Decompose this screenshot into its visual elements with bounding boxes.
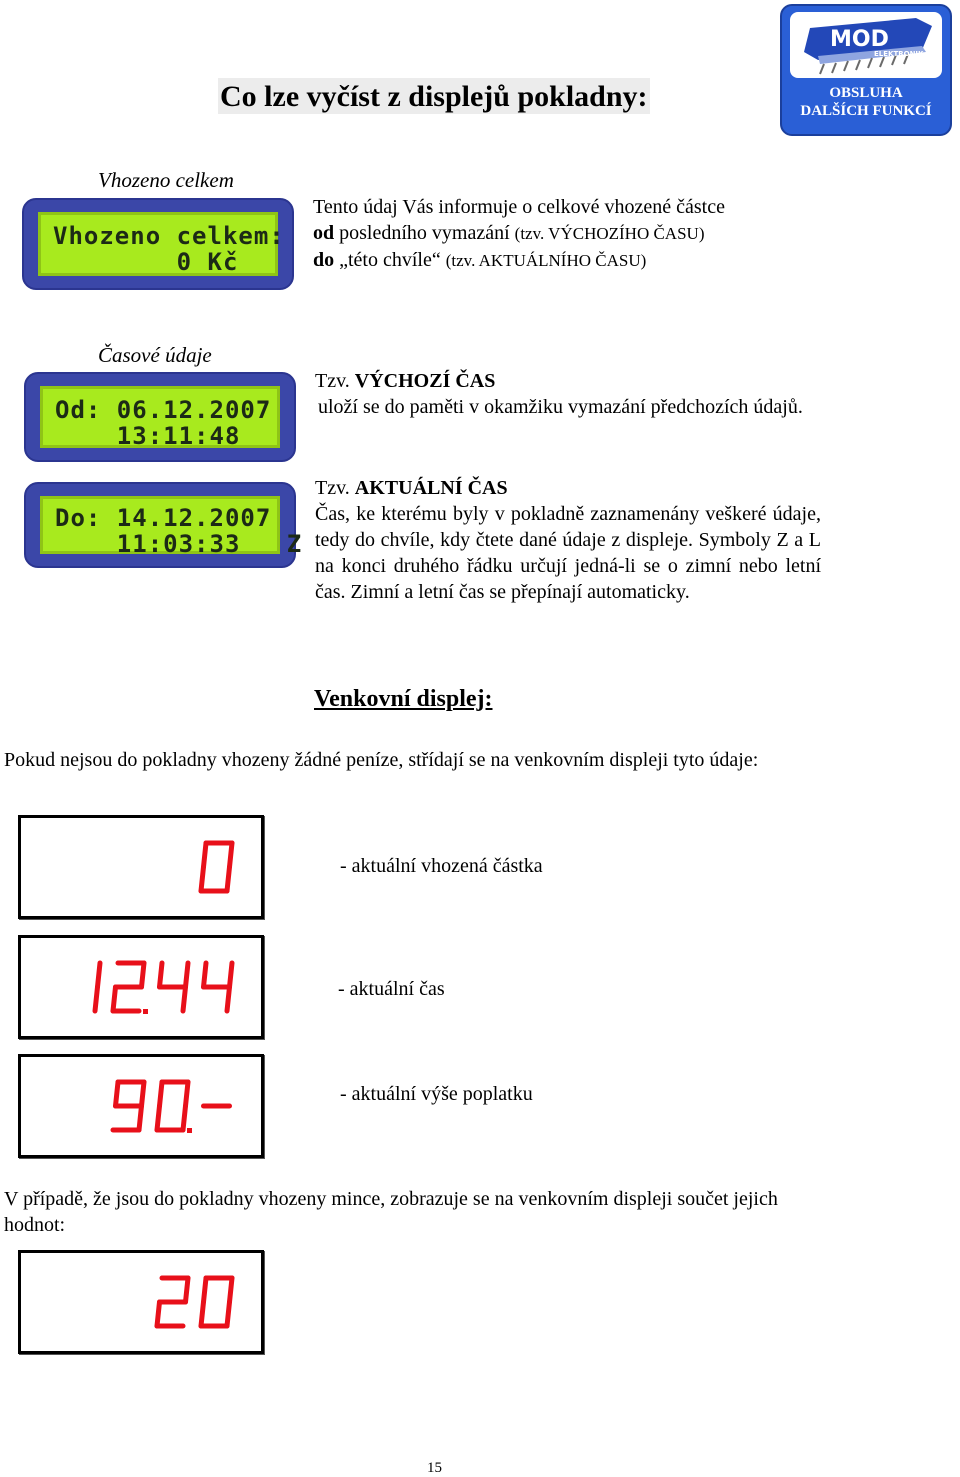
led-segment [160,1082,163,1106]
outdoor-display-heading: Venkovní displej: [314,686,493,712]
led-segment [204,963,207,987]
lcd-line-1: Od: 06.12.2007 [55,396,272,424]
led-display-fee [18,1054,264,1158]
lcd-line-1: Do: 14.12.2007 [55,504,272,532]
led-segment [230,1278,233,1302]
led-segment [227,987,230,1011]
led-segment [183,1106,186,1130]
led-segment [186,1278,189,1302]
lcd-screen [40,496,303,558]
led-display-coins [18,1250,264,1354]
led-segment [201,867,204,891]
led-segment [142,963,145,987]
led-label-time: - aktuální čas [338,978,445,1000]
led-segment [95,987,98,1011]
current-time-description: Tzv. AKTUÁLNÍ ČAS Čas, ke kterému byly v pokladně zaznamenány veškeré údaje, tedy do chvíle, kdy čtete dané údaje z displeje. Symboly Z a L na konci druhého řádku určují jedná-li se o zimní nebo letní čas. Zimní a letní čas se přepínají automaticky. [315,477,821,603]
lcd-line-2: 11:03:33 Z [55,530,303,558]
led-segment [139,1106,142,1130]
chip-icon [790,12,942,78]
logo-caption: OBSLUHA DALŠÍCH FUNKCÍ [800,85,932,119]
led-decimal-point [187,1128,192,1133]
coins-description: V případě, že jsou do pokladny vhozeny mince, zobrazuje se na venkovním displeji součet jejich hodnot: [4,1188,778,1236]
lcd-screen [40,386,280,448]
led-segment [230,843,233,867]
led-label-amount: - aktuální vhozená částka [340,855,543,877]
led-segment [227,867,230,891]
led-digit-0 [157,1082,188,1130]
led-segment [142,1082,145,1106]
logo-emblem [790,12,942,78]
led-segment [204,1278,207,1302]
led-segment [227,1302,230,1326]
led-digit-0 [201,843,232,891]
led-segment [98,963,101,987]
caption-casove-udaje: Časové údaje [98,343,212,367]
led-digits [21,938,261,1036]
page-title: Co lze vyčíst z displejů pokladny: [220,80,648,113]
led-digit-1 [95,963,100,1011]
lcd-total-inserted [22,198,294,290]
lcd-line-1: Vhozeno celkem: [53,222,285,250]
led-segment [230,963,233,987]
led-segment [116,1082,119,1106]
svg-text:MOD: MOD [830,27,889,52]
led-segment [186,1082,189,1106]
lcd-start-time [24,372,296,462]
caption-vhozeno-celkem: Vhozeno celkem [98,168,234,192]
outdoor-display-intro: Pokud nejsou do pokladny vhozeny žádné peníze, střídají se na venkovním displeji tyto údaje: [4,749,759,771]
section1-description: Tento údaj Vás informuje o celkové vhozené částce od posledního vymazání (tzv. VÝCHOZÍHO ČASU) do „této chvíle“ (tzv. AKTUÁLNÍHO ČASU) [313,196,725,271]
lcd-screen [38,212,285,276]
led-display-amount [18,815,264,919]
led-display-time [18,935,264,1039]
mod-elektronik-logo [780,4,952,136]
led-digit-4 [204,963,233,1011]
led-segment [157,1106,160,1130]
led-label-fee: - aktuální výše poplatku [340,1083,533,1105]
led-digits [21,1253,261,1351]
led-segment [201,1302,204,1326]
led-digit-4 [160,963,189,1011]
led-digits [21,818,261,916]
led-digit-2 [157,1278,188,1326]
led-digit-2 [113,963,144,1011]
led-segment [186,963,189,987]
page-number: 15 [427,1460,442,1476]
led-segment [183,987,186,1011]
led-segment [113,987,116,1011]
svg-text:ELEKTRONIK: ELEKTRONIK [874,50,924,58]
lcd-line-2: 0 Kč [53,248,239,276]
led-digits [21,1057,261,1155]
lcd-current-time [24,482,303,568]
led-segment [160,963,163,987]
led-decimal-point [143,1009,148,1014]
lcd-line-2: 13:11:48 [55,422,241,450]
led-segment [157,1302,160,1326]
led-digit-9 [113,1082,144,1130]
led-digit-0 [201,1278,232,1326]
start-time-description: Tzv. VÝCHOZÍ ČAS uloží se do paměti v okamžiku vymazání předchozích údajů. [315,370,803,418]
led-segment [204,843,207,867]
